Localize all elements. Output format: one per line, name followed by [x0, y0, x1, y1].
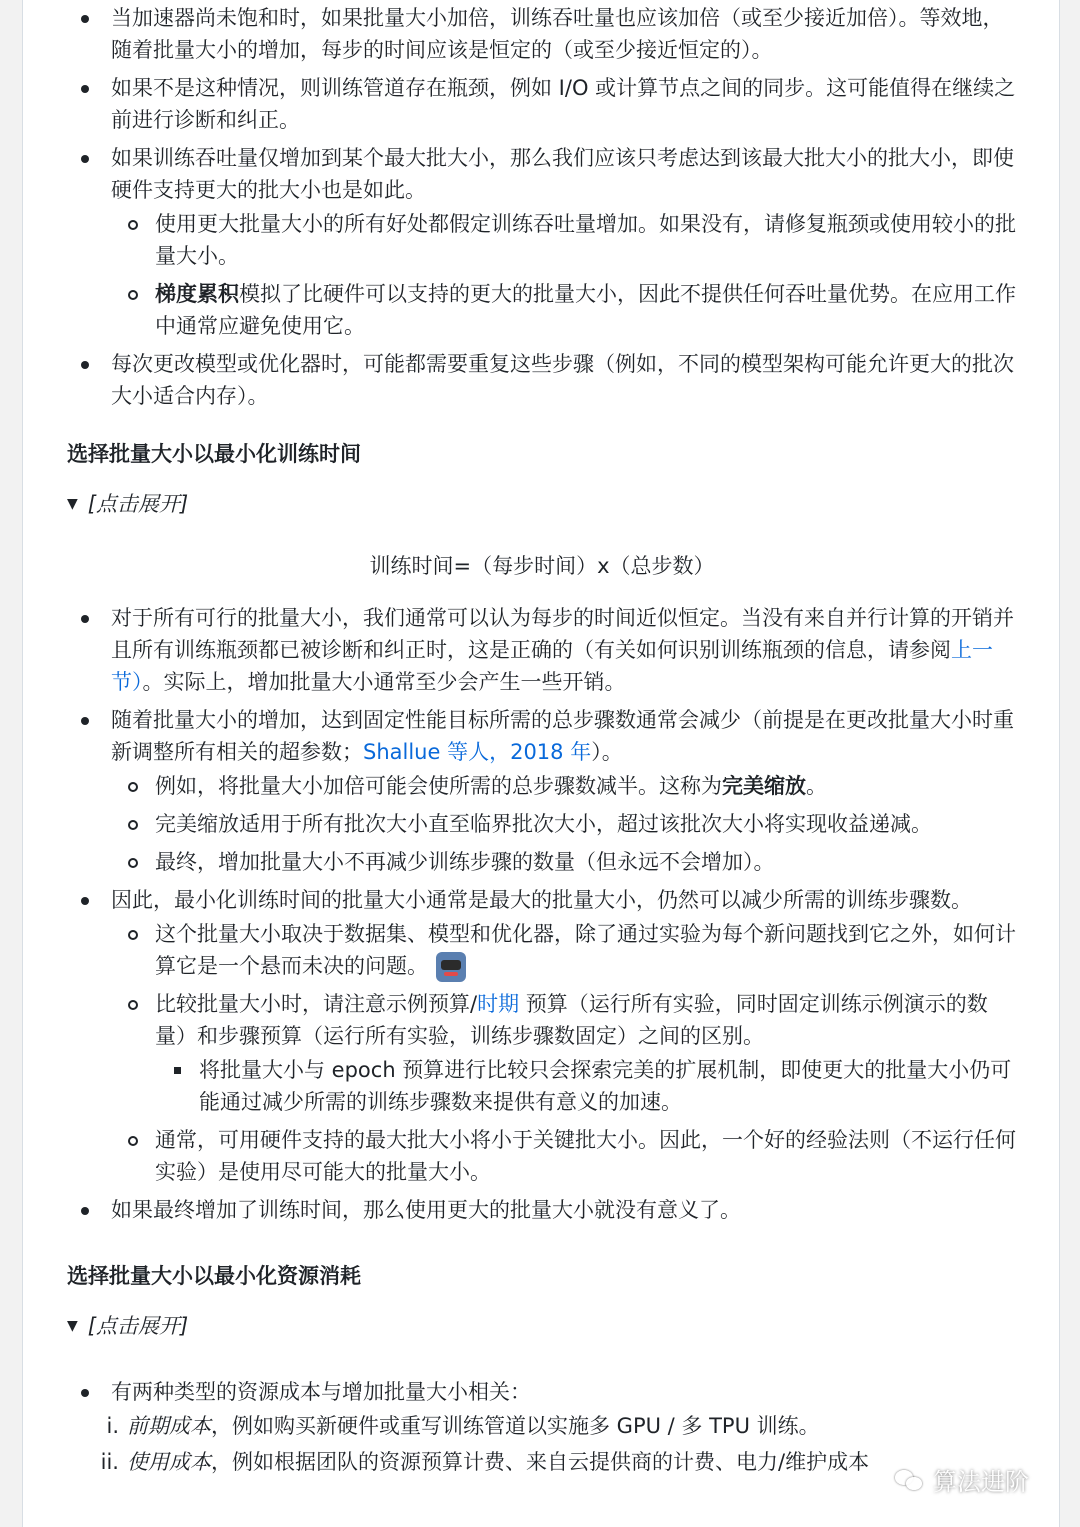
top-list [67, 2, 1017, 412]
section-heading: 选择批量大小以最小化训练时间 [67, 442, 361, 466]
list-number: ii. [100, 1450, 119, 1474]
ordered-list-item: ii. 使用成本，例如根据团队的资源预算计费、来自云提供商的计费、电力/维护成本 [67, 1446, 1017, 1478]
wechat-icon [895, 1468, 925, 1492]
sub-sub-list [155, 1054, 1017, 1118]
sub-list-item: 这个批量大小取决于数据集、模型和优化器，除了通过实验为每个新问题找到它之外，如何计算它是一个悬而未决的问题。 [111, 918, 1017, 982]
section2-list [67, 1376, 1017, 1478]
shallue-citation-link[interactable]: Shallue 等人，2018 年 [363, 740, 592, 764]
sub-list-item: 完美缩放适用于所有批次大小直至临界批次大小，超过该批次大小将实现收益递减。 [111, 808, 1017, 840]
sub-list-item: 使用更大批量大小的所有好处都假定训练吞吐量增加。如果没有，请修复瓶颈或使用较小的批量大小。 [111, 208, 1017, 272]
bold-term: 完美缩放 [722, 774, 806, 798]
robot-face-icon [436, 952, 466, 982]
expand-toggle[interactable]: ▼ [点击展开] [67, 488, 1017, 520]
sub-list [111, 208, 1017, 342]
sub-list [111, 770, 1017, 878]
epoch-link[interactable]: 时期 [477, 992, 520, 1016]
list-item: 随着批量大小的增加，达到固定性能目标所需的总步骤数通常会减少（前提是在更改批量大小时重新调整所有相关的超参数；Shallue 等人，2018 年）。 例如，将批量大小加倍可能会使所需的总步骤数减半。这称为完美缩放。 完美缩放适用于所有批次大小直至临界批次大小，超过该批次大小将实现收益递减。 最终，增加批量大小不再减少训练步骤的数量（但永远不会增加）。 [67, 704, 1017, 878]
sub-list-item: 通常，可用硬件支持的最大批大小将小于关键批大小。因此，一个好的经验法则（不运行任何实验）是使用尽可能大的批量大小。 [111, 1124, 1017, 1188]
ordered-list [67, 1410, 1017, 1478]
ordered-list-item: i. 前期成本，例如购买新硬件或重写训练管道以实施多 GPU / 多 TPU 训练。 [67, 1410, 1017, 1442]
triangle-down-icon: ▼ [67, 496, 78, 512]
sub-sub-list-item: 将批量大小与 epoch 预算进行比较只会探索完美的扩展机制，即使更大的批量大小仍可能通过减少所需的训练步骤数来提供有意义的加速。 [155, 1054, 1017, 1118]
expand-toggle[interactable]: ▼ [点击展开] [67, 1310, 1017, 1342]
list-number: i. [106, 1414, 119, 1438]
section1-list [67, 602, 1017, 1226]
list-item: 如果不是这种情况，则训练管道存在瓶颈，例如 I/O 或计算节点之间的同步。这可能值得在继续之前进行诊断和纠正。 [67, 72, 1017, 136]
sub-list-item: 比较批量大小时，请注意示例预算/时期 预算（运行所有实验，同时固定训练示例演示的数量）和步骤预算（运行所有实验，训练步骤数固定）之间的区别。 将批量大小与 epoch 预算进行比较只会探索完美的扩展机制，即使更大的批量大小仍可能通过减少所需的训练步骤数来提供有意义的加速。 [111, 988, 1017, 1118]
bold-term: 梯度累积 [155, 282, 239, 306]
list-item: 对于所有可行的批量大小，我们通常可以认为每步的时间近似恒定。当没有来自并行计算的开销并且所有训练瓶颈都已被诊断和纠正时，这是正确的（有关如何识别训练瓶颈的信息，请参阅上一节）。实际上，增加批量大小通常至少会产生一些开销。 [67, 602, 1017, 698]
list-item: 如果训练吞吐量仅增加到某个最大批大小，那么我们应该只考虑达到该最大批大小的批大小，即使硬件支持更大的批大小也是如此。 使用更大批量大小的所有好处都假定训练吞吐量增加。如果没有，请修复瓶颈或使用较小的批量大小。 梯度累积模拟了比硬件可以支持的更大的批量大小，因此不提供任何吞吐量优势。在应用工作中通常应避免使用它。 [67, 142, 1017, 342]
triangle-down-icon: ▼ [67, 1318, 78, 1334]
emphasis-term: 使用成本 [127, 1450, 211, 1474]
sub-list-item: 例如，将批量大小加倍可能会使所需的总步骤数减半。这称为完美缩放。 [111, 770, 1017, 802]
sub-list [111, 918, 1017, 1188]
list-item: 当加速器尚未饱和时，如果批量大小加倍，训练吞吐量也应该加倍（或至少接近加倍）。等效地，随着批量大小的增加，每步的时间应该是恒定的（或至少接近恒定的）。 [67, 2, 1017, 66]
list-item: 每次更改模型或优化器时，可能都需要重复这些步骤（例如，不同的模型架构可能允许更大的批次大小适合内存）。 [67, 348, 1017, 412]
list-item: 有两种类型的资源成本与增加批量大小相关： i. 前期成本，例如购买新硬件或重写训练管道以实施多 GPU / 多 TPU 训练。 ii. 使用成本，例如根据团队的资源预算计费、来自云提供商的计费、电力/维护成本 [67, 1376, 1017, 1478]
previous-section-link[interactable]: 上一节） [111, 638, 993, 694]
page-panel [22, 0, 1060, 1527]
sub-list-item: 最终，增加批量大小不再减少训练步骤的数量（但永远不会增加）。 [111, 846, 1017, 878]
list-item: 因此，最小化训练时间的批量大小通常是最大的批量大小，仍然可以减少所需的训练步骤数。 这个批量大小取决于数据集、模型和优化器，除了通过实验为每个新问题找到它之外，如何计算它是一个悬而未决的问题。 比较批量大小时，请注意示例预算/时期 预算（运行所有实验，同时固定训练示例演示的数量）和步骤预算（运行所有实验，训练步骤数固定）之间的区别。 将批量大小与 epoch 预算进行比较只会探索完美的扩展机制，即使更大的批量大小仍可能通过减少所需的训练步骤数来提供有意义的加速。 通常，可用硬件支持的最大批大小将小于关键批大小。因此，一个好的经验法则（不运行任何实验）是使用尽可能大的批量大小。 [67, 884, 1017, 1188]
watermark: 算法进阶 [895, 1462, 1029, 1497]
formula: 训练时间=（每步时间）x（总步数） [369, 554, 715, 578]
sub-list-item: 梯度累积模拟了比硬件可以支持的更大的批量大小，因此不提供任何吞吐量优势。在应用工作中通常应避免使用它。 [111, 278, 1017, 342]
list-item: 如果最终增加了训练时间，那么使用更大的批量大小就没有意义了。 [67, 1194, 1017, 1226]
emphasis-term: 前期成本 [127, 1414, 211, 1438]
section-heading: 选择批量大小以最小化资源消耗 [67, 1264, 361, 1288]
document-content [67, 0, 1017, 1484]
